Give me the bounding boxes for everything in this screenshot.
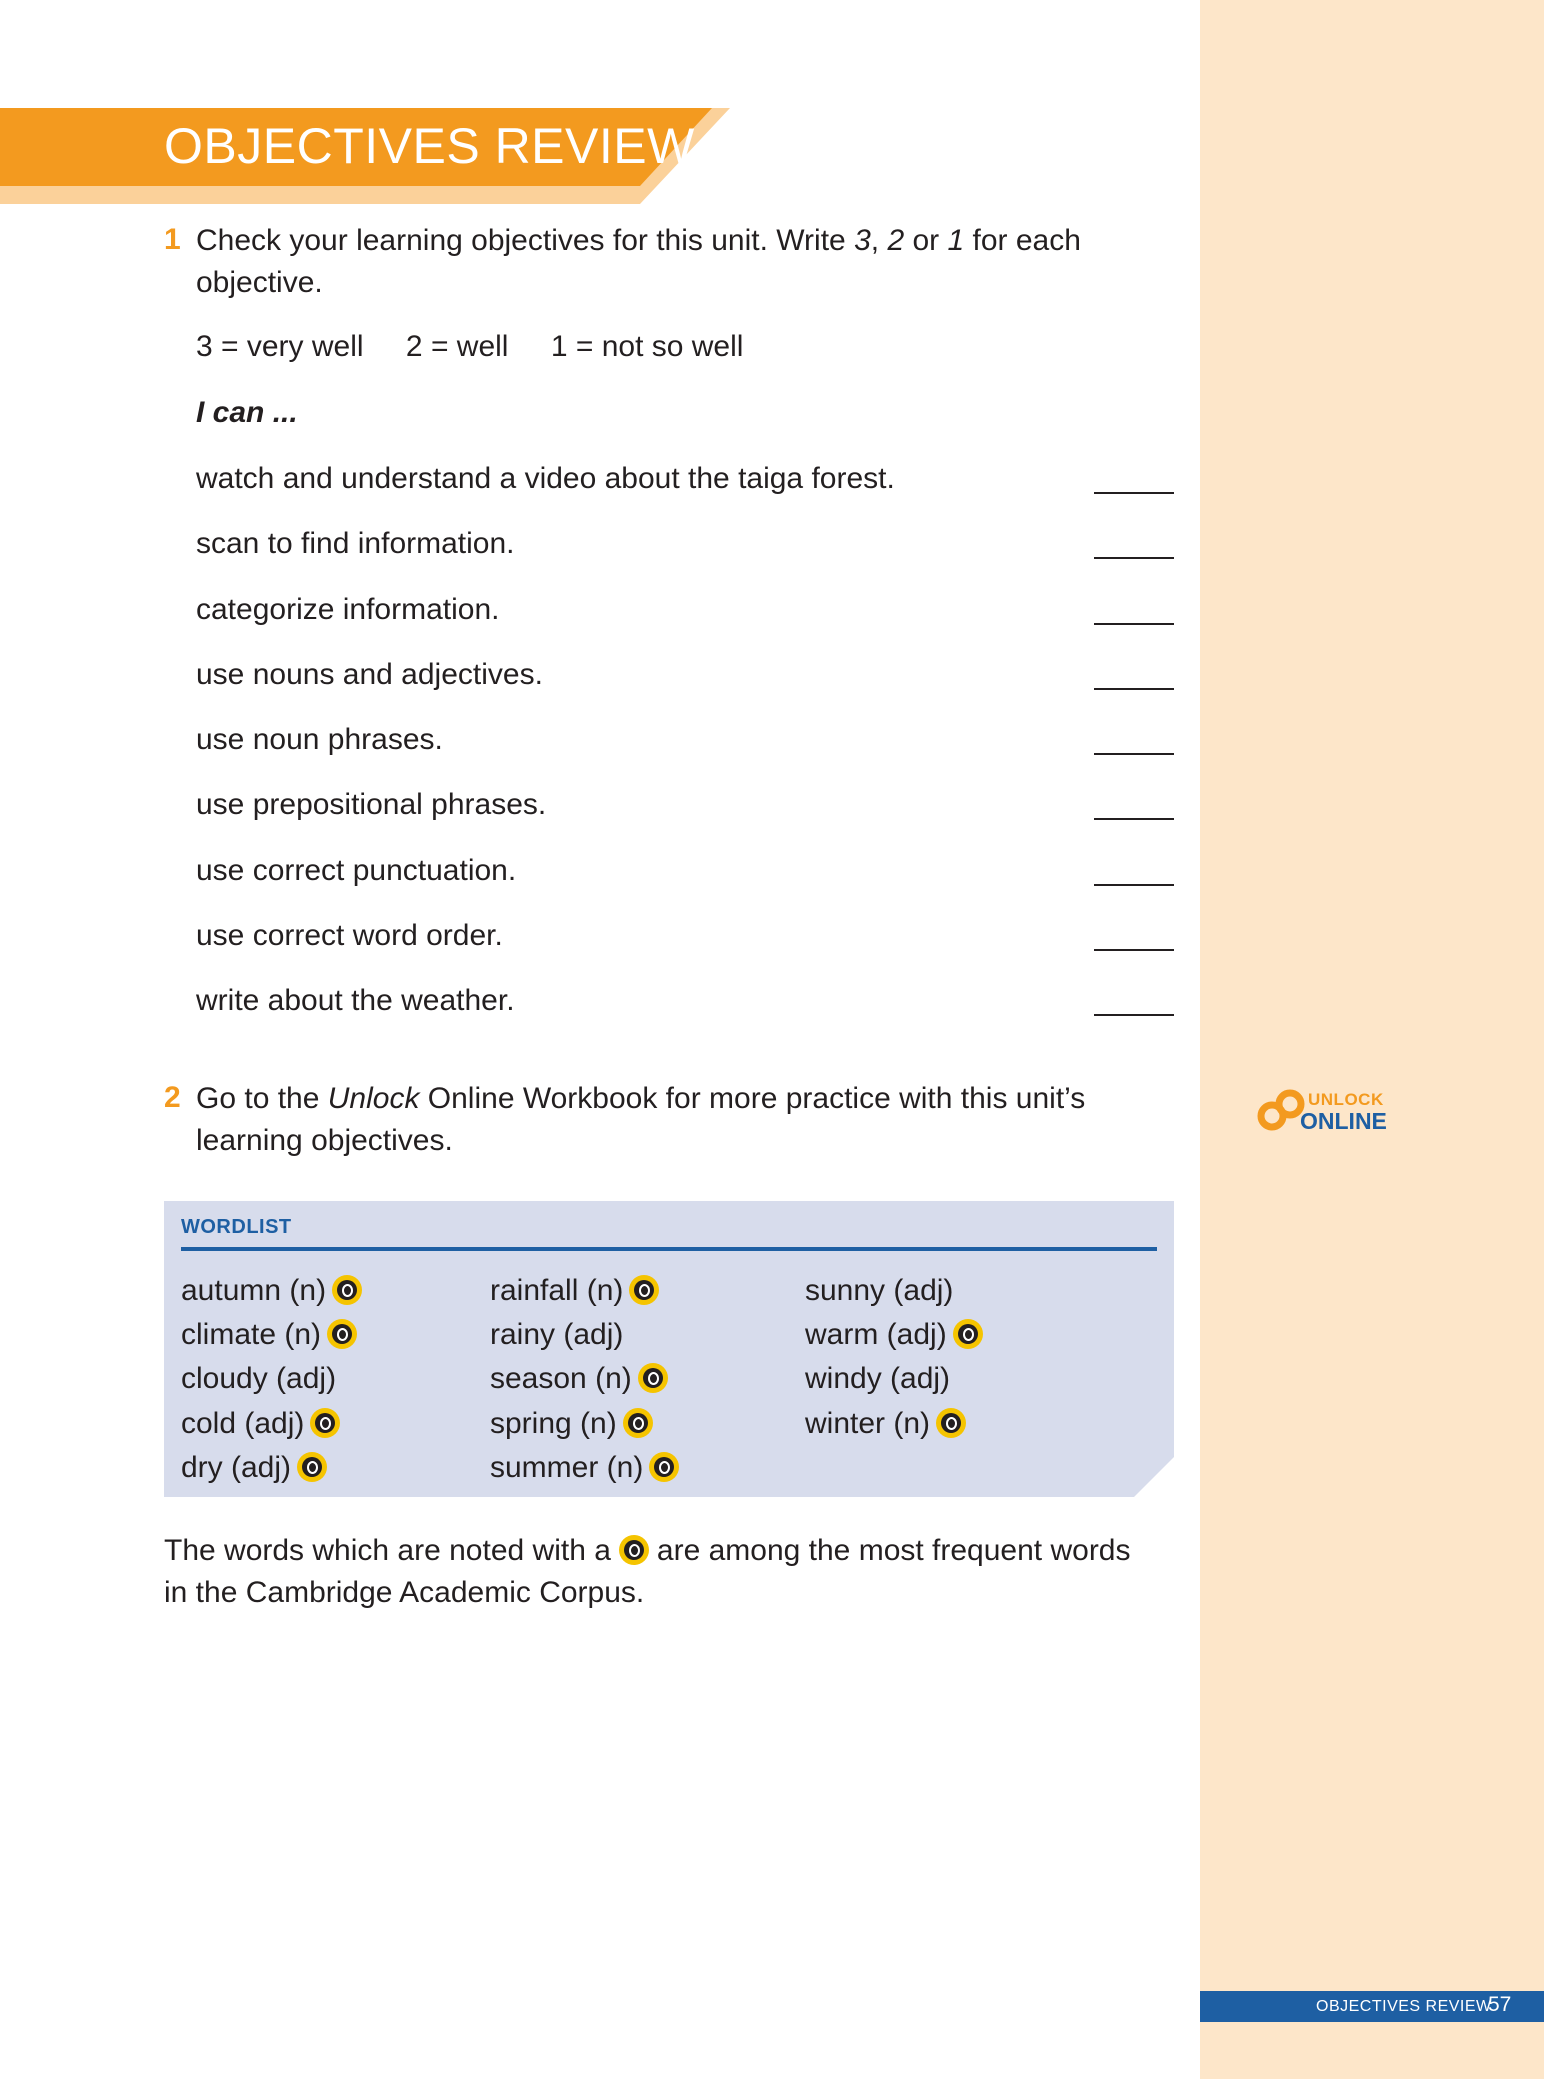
objective-text: use nouns and adjectives. [196, 658, 543, 691]
word-text: cloudy (adj) [181, 1362, 337, 1395]
word-text: rainy (adj) [490, 1318, 624, 1351]
objective-row [196, 723, 1174, 767]
q2-before: Go to the [196, 1082, 328, 1115]
wordlist-item [181, 1315, 357, 1355]
unlock-logo-top: UNLOCK [1308, 1090, 1384, 1109]
i-can-heading: I can ... [196, 396, 298, 429]
corpus-icon [629, 1275, 659, 1305]
q1-n2: 2 [887, 224, 905, 257]
side-margin-strip [1200, 0, 1544, 2079]
corpus-icon [297, 1452, 327, 1482]
word-text: rainfall (n) [490, 1274, 624, 1307]
q1-after: for each [964, 224, 1081, 257]
corpus-icon [619, 1535, 649, 1565]
q1-n1: 1 [947, 224, 965, 257]
scale-well: 2 = well [405, 330, 509, 363]
rating-blank[interactable] [1094, 818, 1174, 820]
rating-blank[interactable] [1094, 557, 1174, 559]
q1-line2: objective. [196, 266, 323, 299]
objective-row [196, 462, 1174, 506]
objective-text: use correct punctuation. [196, 854, 517, 887]
rating-blank[interactable] [1094, 949, 1174, 951]
objective-text: use correct word order. [196, 919, 503, 952]
wordlist-item [181, 1448, 327, 1488]
rating-blank[interactable] [1094, 688, 1174, 690]
word-text: sunny (adj) [805, 1274, 954, 1307]
wordlist-item [490, 1359, 668, 1399]
note-before: The words which are noted with a [164, 1534, 611, 1567]
corpus-icon [623, 1408, 653, 1438]
word-text: windy (adj) [805, 1362, 951, 1395]
question-number-2: 2 [164, 1081, 181, 1114]
wordlist-item [490, 1404, 653, 1444]
wordlist-item [805, 1359, 950, 1399]
corpus-icon [649, 1452, 679, 1482]
rating-blank[interactable] [1094, 623, 1174, 625]
rating-blank[interactable] [1094, 1014, 1174, 1016]
corpus-icon [936, 1408, 966, 1438]
corpus-icon [953, 1319, 983, 1349]
wordlist-item [805, 1404, 966, 1444]
q2-after: Online Workbook for more practice with this unit’s [419, 1082, 1086, 1115]
objective-text: use prepositional phrases. [196, 788, 547, 821]
note-after: are among the most frequent words [656, 1534, 1131, 1567]
wordlist-item [181, 1271, 362, 1311]
word-text: climate (n) [181, 1318, 322, 1351]
question-2-text [196, 1078, 1156, 1162]
scale-very-well: 3 = very well [196, 330, 364, 363]
wordlist-item [490, 1271, 659, 1311]
word-text: spring (n) [490, 1407, 617, 1440]
word-text: dry (adj) [181, 1451, 292, 1484]
wordlist-item [181, 1404, 340, 1444]
wordlist-title: WORDLIST [181, 1216, 292, 1238]
unlock-logo-bottom: ONLINE [1300, 1108, 1387, 1134]
word-text: summer (n) [490, 1451, 644, 1484]
note-line2: in the Cambridge Academic Corpus. [164, 1576, 645, 1609]
question-number-1: 1 [164, 223, 181, 256]
rating-blank[interactable] [1094, 492, 1174, 494]
word-text: autumn (n) [181, 1274, 327, 1307]
objective-row [196, 658, 1174, 702]
page-number: 57 [1488, 1993, 1512, 2016]
objective-row [196, 527, 1174, 571]
objective-row [196, 788, 1174, 832]
wordlist-item [181, 1359, 336, 1399]
scale-not-so-well: 1 = not so well [550, 330, 744, 363]
word-text: winter (n) [805, 1407, 931, 1440]
objective-text: watch and understand a video about the taiga forest. [196, 462, 895, 495]
word-text: cold (adj) [181, 1407, 305, 1440]
rating-blank[interactable] [1094, 753, 1174, 755]
wordlist-item [490, 1315, 623, 1355]
wordlist-item [490, 1448, 679, 1488]
q1-line1: Check your learning objectives for this unit. Write [196, 224, 855, 257]
corpus-note [164, 1530, 1174, 1614]
q1-n3: 3 [854, 224, 871, 257]
corpus-icon [332, 1275, 362, 1305]
corpus-icon [327, 1319, 357, 1349]
rating-scale [196, 330, 777, 364]
objective-row [196, 593, 1174, 637]
objective-text: use noun phrases. [196, 723, 443, 756]
q2-line2: learning objectives. [196, 1124, 453, 1157]
objective-text: scan to find information. [196, 527, 515, 560]
word-text: season (n) [490, 1362, 632, 1395]
objective-row [196, 854, 1174, 898]
wordlist-item [805, 1315, 983, 1355]
objective-text: write about the weather. [196, 984, 515, 1017]
q1-or: or [904, 224, 948, 257]
objective-text: categorize information. [196, 593, 500, 626]
q2-unlock: Unlock [327, 1082, 420, 1115]
word-text: warm (adj) [805, 1318, 947, 1351]
wordlist-item [805, 1271, 953, 1311]
corpus-icon [310, 1408, 340, 1438]
objective-row [196, 984, 1174, 1028]
corpus-icon [638, 1363, 668, 1393]
page-title: OBJECTIVES REVIEW [164, 118, 695, 174]
q1-sep: , [870, 224, 888, 257]
rating-blank[interactable] [1094, 884, 1174, 886]
wordlist-divider [181, 1247, 1157, 1251]
question-1-text [196, 220, 1126, 304]
objective-row [196, 919, 1174, 963]
footer-section-label: OBJECTIVES REVIEW [1316, 1998, 1492, 2015]
